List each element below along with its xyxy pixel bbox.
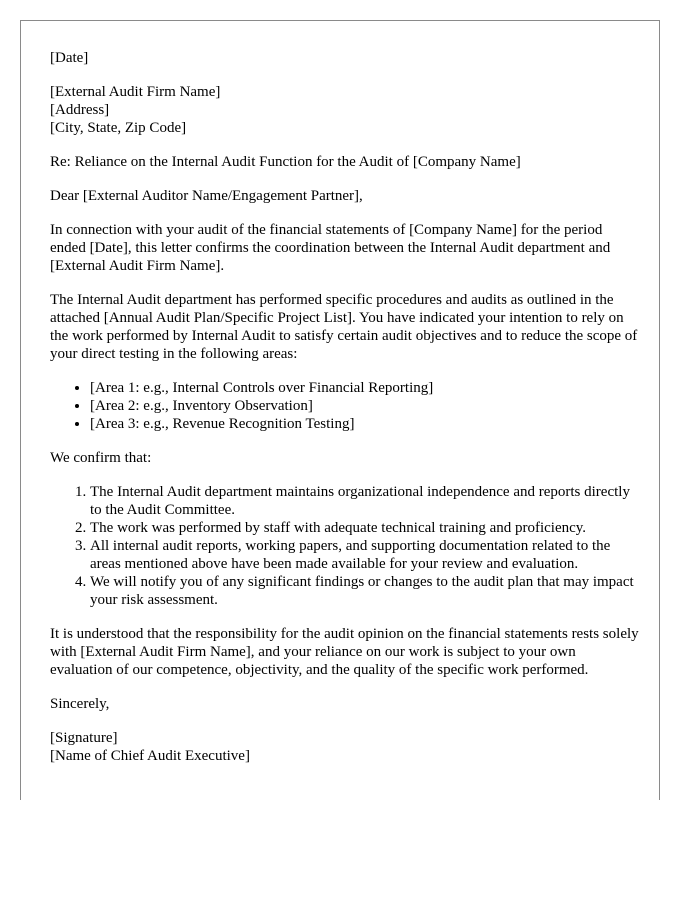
list-item: 3. All internal audit reports, working papers, and supporting documentation related to the areas mentioned above have been made available for your review and evaluation. xyxy=(90,537,640,573)
signature-line: [Signature] xyxy=(50,730,118,746)
letter-page xyxy=(20,20,660,800)
letter-date: [Date] xyxy=(50,50,89,66)
body-paragraph-2: The Internal Audit department has performed specific procedures and audits as outlined in the attached [Annual Audit Plan/Specific Project List]. You have indicated your intention to rely on the work performed by Internal Audit to satisfy certain audit objectives and to reduce the scope of your direct testing in the following areas: xyxy=(50,292,638,362)
body-paragraph-3: It is understood that the responsibility for the audit opinion on the financial statements rests solely with [External Audit Firm Name], and your reliance on our work is subject to your own evaluation of our competence, objectivity, and the quality of the specific work performed. xyxy=(50,626,639,678)
list-item: • [Area 3: e.g., Revenue Recognition Testing] xyxy=(90,415,640,433)
letter-content xyxy=(50,49,640,765)
confirm-intro: We confirm that: xyxy=(50,450,152,466)
list-item: 2. The work was performed by staff with adequate technical training and proficiency. xyxy=(90,519,640,537)
recipient-address: [Address] xyxy=(50,102,110,118)
list-item: 1. The Internal Audit department maintains organizational independence and reports directly to the Audit Committee. xyxy=(90,483,640,519)
letter-salutation: Dear [External Auditor Name/Engagement Partner], xyxy=(50,188,363,204)
signature-block xyxy=(50,729,640,765)
recipient-firm-name: [External Audit Firm Name] xyxy=(50,84,221,100)
body-paragraph-1: In connection with your audit of the financial statements of [Company Name] for the period ended [Date], this letter confirms the coordination between the Internal Audit department and [External Audit Firm Name]. xyxy=(50,222,611,274)
signer-name: [Name of Chief Audit Executive] xyxy=(50,748,250,764)
recipient-address-block xyxy=(50,83,640,137)
letter-closing: Sincerely, xyxy=(50,696,110,712)
list-item: • [Area 1: e.g., Internal Controls over Financial Reporting] xyxy=(90,379,640,397)
list-item: • [Area 2: e.g., Inventory Observation] xyxy=(90,397,640,415)
list-item: 4. We will notify you of any significant findings or changes to the audit plan that may impact your risk assessment. xyxy=(90,573,640,609)
areas-list xyxy=(50,379,640,433)
recipient-city-state-zip: [City, State, Zip Code] xyxy=(50,120,187,136)
confirmations-list xyxy=(50,483,640,609)
letter-subject: Re: Reliance on the Internal Audit Function for the Audit of [Company Name] xyxy=(50,154,521,170)
